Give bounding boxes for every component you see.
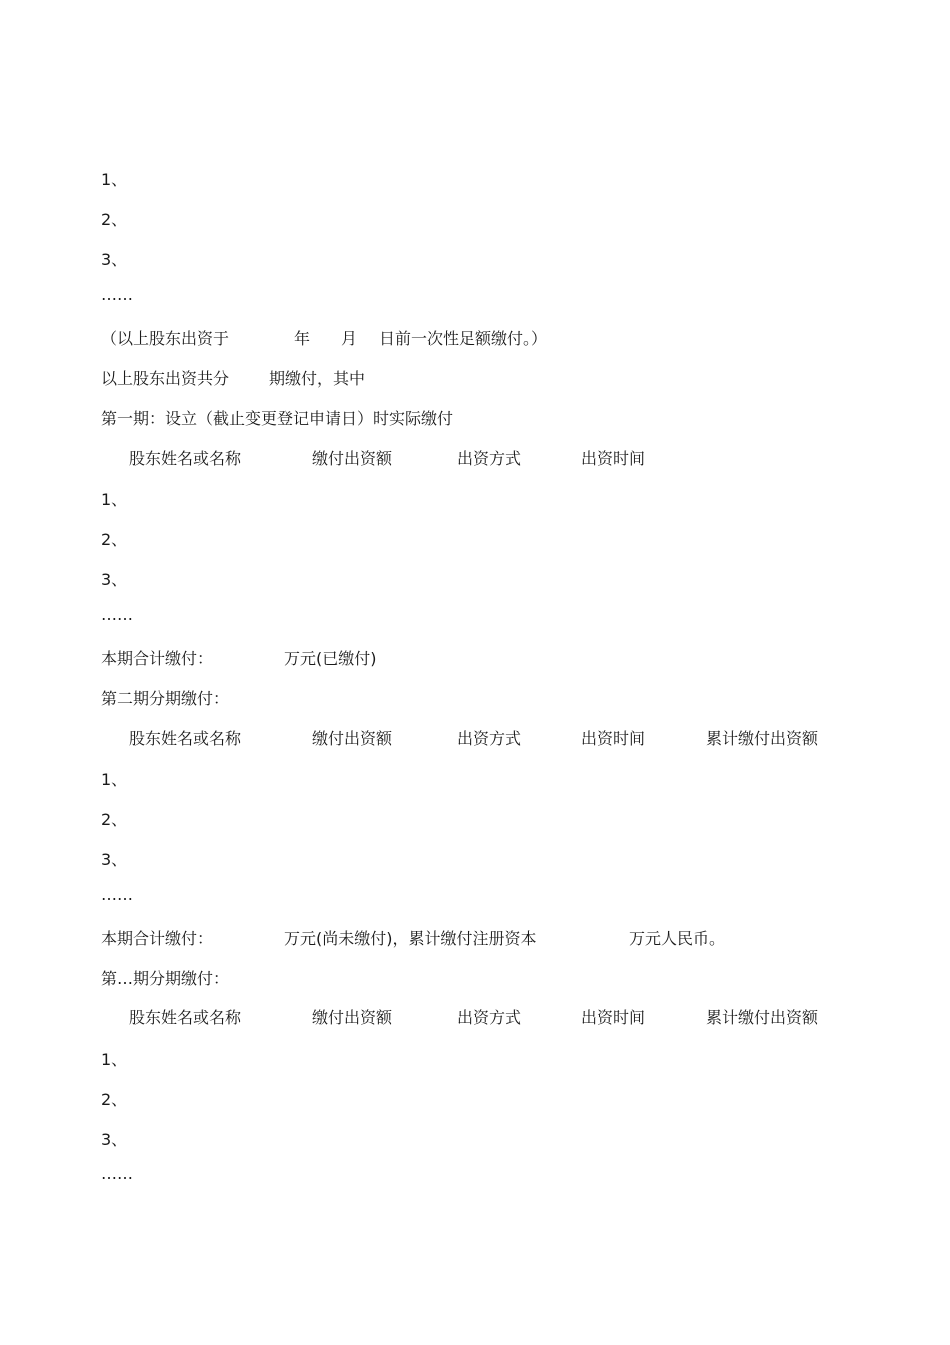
phase1-title: 第一期：设立（截止变更登记申请日）时实际缴付 (101, 409, 454, 428)
header-contribution-method: 出资方式 (457, 729, 522, 748)
phase2-title: 第二期分期缴付： (101, 689, 230, 708)
note-month-label: 月 (341, 329, 358, 348)
phase1-total-unit: 万元(已缴付) (284, 649, 377, 668)
list-ellipsis: …… (101, 605, 133, 624)
phase2-total-unit: 万元(尚未缴付)，累计缴付注册资本 (284, 929, 537, 948)
phase1-total-label: 本期合计缴付： (101, 649, 214, 668)
list-item: 3、 (101, 850, 128, 869)
header-cumulative-amount: 累计缴付出资额 (706, 1008, 819, 1027)
header-contribution-time: 出资时间 (581, 1008, 646, 1027)
list-item: 3、 (101, 250, 128, 269)
header-contribution-method: 出资方式 (457, 1008, 522, 1027)
list-item: 3、 (101, 570, 128, 589)
note-text-start: （以上股东出资于 (101, 329, 230, 348)
list-item: 1、 (101, 1050, 128, 1069)
list-ellipsis: …… (101, 285, 133, 304)
list-item: 1、 (101, 770, 128, 789)
phase2-total-label: 本期合计缴付： (101, 929, 214, 948)
list-item: 1、 (101, 170, 128, 189)
list-item: 2、 (101, 1090, 128, 1109)
phase3-title: 第…期分期缴付： (101, 969, 230, 988)
list-item: 3、 (101, 1130, 128, 1149)
list-item: 2、 (101, 810, 128, 829)
list-item: 1、 (101, 490, 128, 509)
list-ellipsis: …… (101, 885, 133, 904)
header-contribution-amount: 缴付出资额 (312, 449, 393, 468)
list-ellipsis: …… (101, 1164, 133, 1183)
list-item: 2、 (101, 530, 128, 549)
header-shareholder-name: 股东姓名或名称 (129, 1008, 242, 1027)
phase2-total-tail: 万元人民币。 (629, 929, 726, 948)
installments-text-end: 期缴付，其中 (269, 369, 366, 388)
note-year-label: 年 (294, 329, 311, 348)
header-contribution-amount: 缴付出资额 (312, 1008, 393, 1027)
note-text-end: 日前一次性足额缴付。） (379, 329, 548, 348)
list-item: 2、 (101, 210, 128, 229)
header-contribution-time: 出资时间 (581, 449, 646, 468)
header-shareholder-name: 股东姓名或名称 (129, 729, 242, 748)
header-contribution-method: 出资方式 (457, 449, 522, 468)
header-contribution-time: 出资时间 (581, 729, 646, 748)
header-shareholder-name: 股东姓名或名称 (129, 449, 242, 468)
header-contribution-amount: 缴付出资额 (312, 729, 393, 748)
installments-text-start: 以上股东出资共分 (101, 369, 230, 388)
header-cumulative-amount: 累计缴付出资额 (706, 729, 819, 748)
